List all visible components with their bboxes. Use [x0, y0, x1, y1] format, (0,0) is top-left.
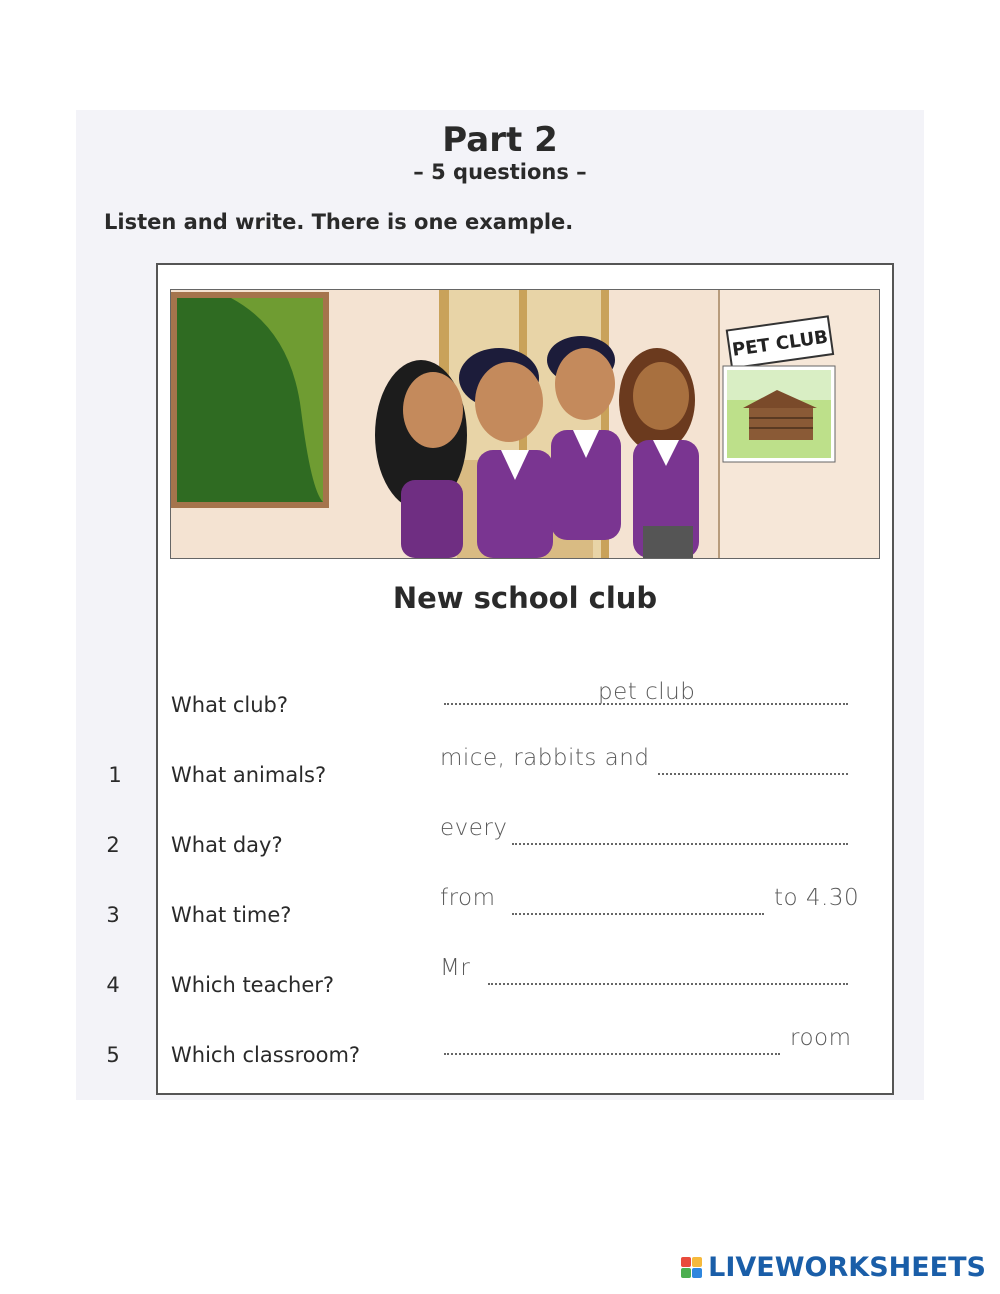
answer-prefix: every [440, 815, 508, 841]
answer-suffix: to 4.30 [774, 885, 860, 911]
question-label: What time? [171, 903, 292, 927]
question-row [108, 745, 892, 795]
question-label: What animals? [171, 763, 327, 787]
answer-prefix: from [440, 885, 496, 911]
worksheet-page [76, 110, 924, 1100]
instructions: Listen and write. There is one example. [104, 210, 574, 234]
pet-club-sign: PET CLUB [730, 326, 830, 361]
question-row [106, 1025, 892, 1075]
part-title: Part 2 [442, 120, 558, 160]
question-label: Which teacher? [171, 973, 335, 997]
answer-blank[interactable] [658, 773, 848, 775]
answer-blank[interactable] [512, 913, 764, 915]
example-row [158, 675, 892, 725]
answer-prefix: mice, rabbits and [440, 745, 650, 771]
exercise-frame [106, 263, 894, 1095]
example-answer: pet club [598, 679, 696, 705]
question-row [106, 885, 892, 935]
liveworksheets-logo [681, 1252, 986, 1282]
example-question: What club? [171, 693, 289, 717]
answer-prefix: Mr [440, 955, 471, 981]
question-number: 4 [106, 973, 120, 997]
question-row [106, 955, 892, 1005]
question-number: 3 [106, 903, 120, 927]
school-club-illustration [170, 289, 880, 559]
liveworksheets-icon [681, 1257, 702, 1278]
form-title: New school club [392, 581, 658, 615]
answer-blank[interactable] [444, 1053, 780, 1055]
question-label: Which classroom? [171, 1043, 361, 1067]
question-number: 2 [106, 833, 120, 857]
answer-blank[interactable] [488, 983, 848, 985]
question-number: 5 [106, 1043, 120, 1067]
answer-blank[interactable] [512, 843, 848, 845]
answer-suffix: room [790, 1025, 852, 1051]
questions-count: – 5 questions – [413, 160, 587, 184]
brand-name: LIVEWORKSHEETS [708, 1251, 986, 1283]
question-label: What day? [171, 833, 283, 857]
question-number: 1 [108, 763, 122, 787]
question-row [106, 815, 892, 865]
